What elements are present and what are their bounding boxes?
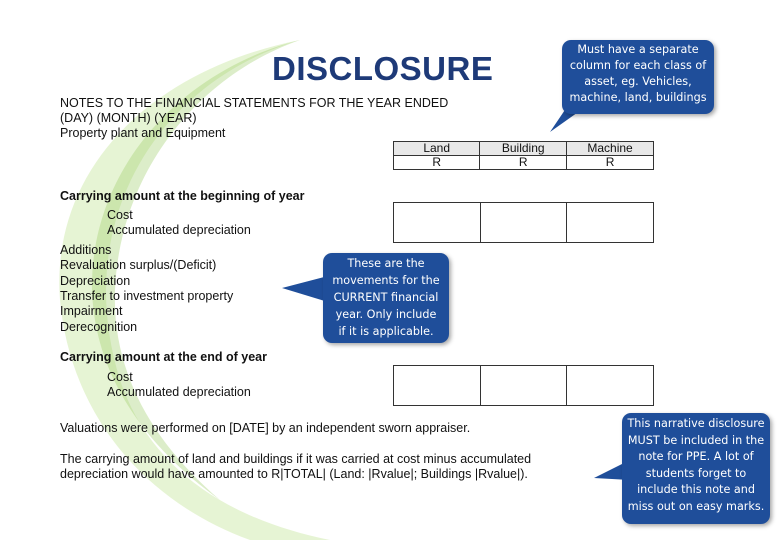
callout-line: MUST be included in the xyxy=(627,433,765,447)
callout-line: include this note and xyxy=(637,483,755,496)
column-header-building: Building xyxy=(480,142,567,156)
opening-heading: Carrying amount at the beginning of year xyxy=(60,189,305,203)
notes-heading-line-1: NOTES TO THE FINANCIAL STATEMENTS FOR THE YEAR ENDED xyxy=(60,96,449,110)
page-title: DISCLOSURE xyxy=(272,50,494,87)
value-cell xyxy=(394,203,481,243)
value-cell xyxy=(567,203,654,243)
notes-heading-line-2: (DAY) (MONTH) (YEAR) xyxy=(60,111,197,125)
callout-line: movements for the xyxy=(332,274,440,287)
closing-value-grid xyxy=(393,365,654,406)
column-header-machine: Machine xyxy=(567,142,654,156)
valuation-note: Valuations were performed on [DATE] by an independent sworn appraiser. xyxy=(60,421,471,435)
callout-narrative xyxy=(622,413,770,524)
closing-acc-dep: Accumulated depreciation xyxy=(107,385,251,399)
callout-columns xyxy=(562,40,714,114)
callout-line: note for PPE. A lot of xyxy=(638,450,754,463)
value-cell xyxy=(480,203,567,243)
movement-additions: Additions xyxy=(60,243,112,257)
closing-cost: Cost xyxy=(107,370,133,384)
cost-model-note-line-1: The carrying amount of land and buildings if it was carried at cost minus accumulated xyxy=(60,452,532,466)
callout-line: Must have a separate xyxy=(577,43,699,56)
callout-line: This narrative disclosure xyxy=(627,417,765,430)
column-header-land: Land xyxy=(394,142,480,156)
callout-line: column for each class of xyxy=(569,59,707,72)
opening-value-grid xyxy=(393,202,654,243)
callout-line: year. Only include xyxy=(335,308,437,321)
opening-acc-dep: Accumulated depreciation xyxy=(107,223,251,237)
movement-derecognition: Derecognition xyxy=(60,320,138,334)
value-cell xyxy=(394,366,481,406)
callout-line: machine, land, buildings xyxy=(569,91,707,104)
opening-cost: Cost xyxy=(107,208,133,222)
movement-depreciation: Depreciation xyxy=(60,274,131,288)
closing-heading: Carrying amount at the end of year xyxy=(60,350,267,364)
column-header-table xyxy=(393,141,654,170)
currency-machine: R xyxy=(567,156,654,170)
movement-revaluation: Revaluation surplus/(Deficit) xyxy=(60,258,217,272)
callout-line: miss out on easy marks. xyxy=(627,499,765,513)
cost-model-note-line-2: depreciation would have amounted to R|TOTAL| (Land: |Rvalue|; Buildings |Rvalue|). xyxy=(60,467,528,481)
notes-heading-line-3: Property plant and Equipment xyxy=(60,126,226,140)
callout-line: CURRENT financial xyxy=(333,291,439,304)
value-cell xyxy=(567,366,654,406)
callout-line: if it is applicable. xyxy=(338,325,434,338)
callout-movements xyxy=(323,253,449,343)
movement-impairment: Impairment xyxy=(60,304,123,318)
callout-line: students forget to xyxy=(645,466,747,480)
callout-line: asset, eg. Vehicles, xyxy=(584,75,692,88)
callout-line: These are the xyxy=(347,257,425,270)
currency-building: R xyxy=(480,156,567,170)
value-cell xyxy=(480,366,567,406)
movement-transfer: Transfer to investment property xyxy=(60,289,234,303)
currency-land: R xyxy=(394,156,480,170)
